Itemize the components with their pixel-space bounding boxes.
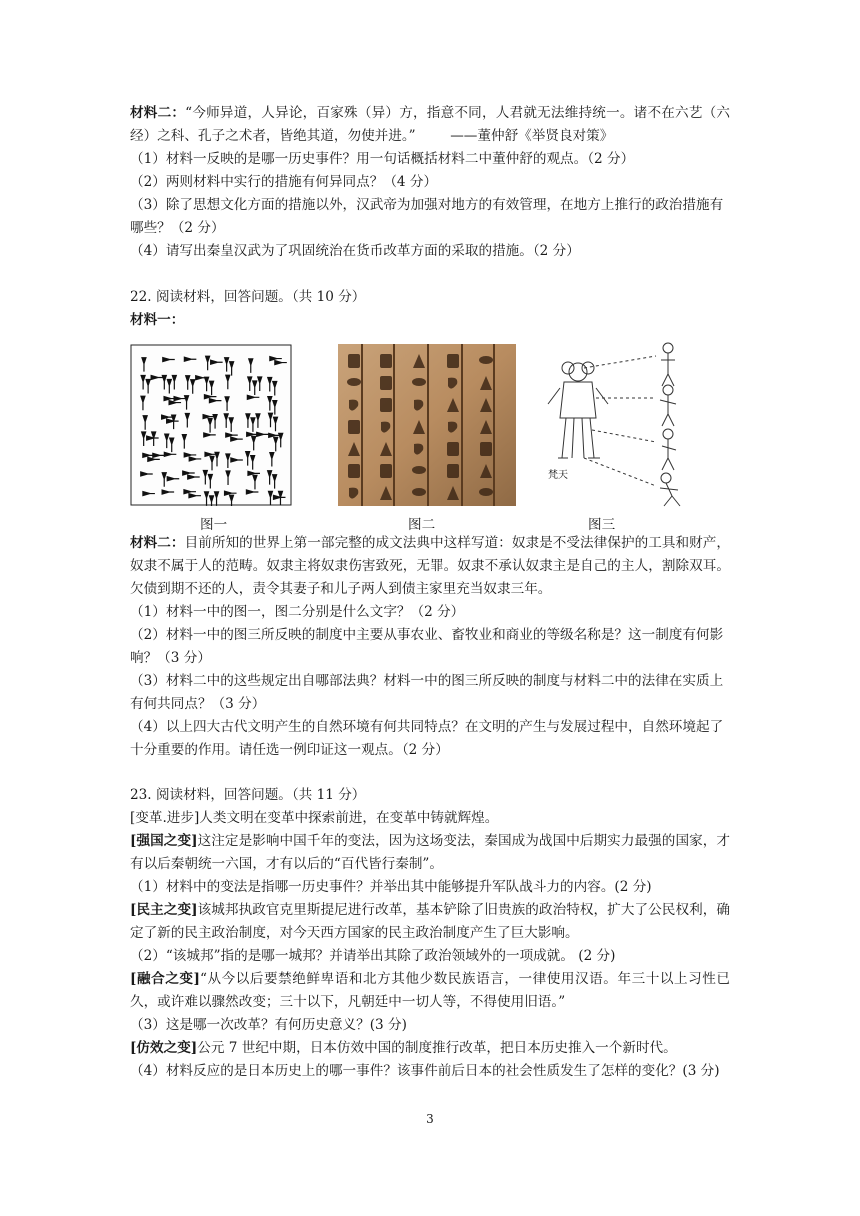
section-23-material-2-label: [民主之变]	[130, 902, 198, 918]
question-22-2: （2）材料一中的图三所反映的制度中主要从事农业、畜牧业和商业的等级名称是？这一制度有何影响？（3 分）	[130, 627, 724, 666]
hieroglyph-mark	[412, 378, 426, 386]
section-23	[130, 784, 730, 1083]
section-23-material-3-text: “从今以后要禁绝鲜卑语和北方其他少数民族语言，一律使用汉语。年三十以上习性已久，或许难以骤然改变；三十以下，凡朝廷中一切人等，不得使用旧语。”	[130, 971, 730, 1010]
material-2-source: ——董仲舒《举贤良对策》	[450, 128, 614, 144]
hieroglyph-mark	[348, 420, 360, 434]
material-2-label: 材料二：	[130, 105, 186, 121]
question-22-4: （4）以上四大古代文明产生的自然环境有何共同特点？在文明的产生与发展过程中，自然环境起了十分重要的作用。请任选一例印证这一观点。（2 分）	[130, 719, 724, 758]
hieroglyph-mark	[380, 354, 392, 368]
section-23-material-1-text: 这注定是影响中国千年的变法，因为这场变法，秦国成为战国中后期实力最强的国家，才有以后秦朝统一六国，才有以后的“百代皆行秦制”。	[130, 833, 730, 872]
hieroglyph-mark	[380, 464, 392, 478]
section-22-header	[130, 286, 730, 332]
brahma-label: 梵天	[548, 470, 568, 481]
hieroglyph-mark	[447, 354, 459, 368]
section-23-material-2	[130, 899, 730, 945]
question-22-3: （3）材料二中的这些规定出自哪部法典？材料一中的图三所反映的制度与材料二中的法律在实质上有何共同点？（3 分）	[130, 673, 724, 712]
figures-row	[130, 344, 690, 534]
section-22-material-2-text: 目前所知的世界上第一部完整的成文法典中这样写道：奴隶是不受法律保护的工具和财产，奴隶不属于人的范畴。奴隶主将奴隶伤害致死，无罪。奴隶不承认奴隶主是自己的主人，割除双耳。欠债到期不还的人，责令其妻子和儿子两人到债主家里充当奴隶三年。	[130, 535, 731, 597]
hieroglyph-mark	[380, 376, 392, 390]
hieroglyph-mark	[479, 356, 493, 364]
question-23-2: （2）“该城邦”指的是哪一城邦？并请举出其除了政治领域外的一项成就。 (2 分)	[130, 948, 616, 964]
section-23-material-1-label: [强国之变]	[130, 833, 198, 849]
figure-2-hieroglyphs	[338, 344, 516, 510]
hieroglyph-mark	[447, 442, 459, 456]
figure-3-caption: 图三	[588, 517, 616, 533]
hieroglyph-mark	[380, 398, 392, 412]
section-23-material-3	[130, 968, 730, 1014]
section-23-material-4-label: [仿效之变]	[130, 1040, 198, 1056]
page-number: 3	[426, 1112, 434, 1126]
hieroglyph-mark	[348, 464, 360, 478]
section-23-material-4-text: 公元 7 世纪中期，日本仿效中国的制度推行改革，把日本历史推入一个新时代。	[197, 1040, 677, 1056]
hieroglyph-mark	[347, 378, 361, 386]
question-23-1: （1）材料中的变法是指哪一历史事件？并举出其中能够提升军队战斗力的内容。(2 分)	[130, 879, 652, 895]
section-21	[130, 102, 730, 263]
section-23-intro: [变革.进步]人类文明在变革中探索前进，在变革中铸就辉煌。	[130, 810, 499, 826]
question-23-4: （4）材料反应的是日本历史上的哪一事件？该事件前后日本的社会性质发生了怎样的变化？(3 分)	[130, 1063, 720, 1079]
figure-3-varna-diagram	[544, 338, 690, 514]
question-23-heading: 23. 阅读材料，回答问题。（共 11 分）	[130, 787, 366, 803]
section-23-material-4	[130, 1037, 730, 1060]
hieroglyph-image	[338, 344, 516, 506]
material-2-text: “今师异道，人异论，百家殊（异）方，指意不同，人君就无法维持统一。诸不在六艺（六经）之科、孔子之术者，皆绝其道，勿使并进。”	[130, 105, 730, 144]
figure-1-caption: 图一	[200, 517, 228, 533]
question-21-3: （3）除了思想文化方面的措施以外，汉武帝为加强对地方的有效管理，在地方上推行的政治措施有哪些？（2 分）	[130, 197, 724, 236]
brahma-varna-drawing	[544, 338, 690, 510]
question-22-heading: 22. 阅读材料，回答问题。（共 10 分）	[130, 289, 366, 305]
section-22-material-2	[130, 532, 730, 601]
hieroglyph-mark	[480, 442, 492, 456]
hieroglyph-mark	[412, 466, 426, 474]
section-22-material-1-label: 材料一：	[130, 312, 185, 328]
section-23-material-2-text: 该城邦执政官克里斯提尼进行改革，基本铲除了旧贵族的政治特权，扩大了公民权利，确定了新的民主政治制度，对今天西方国家的民主政治制度产生了巨大影响。	[130, 902, 730, 941]
hieroglyph-mark	[348, 354, 360, 368]
figure-2-caption: 图二	[408, 517, 436, 533]
hieroglyph-mark	[412, 488, 426, 496]
section-23-material-3-label: [融合之变]	[130, 971, 200, 987]
question-21-2: （2）两则材料中实行的措施有何异同点？（4 分）	[130, 174, 438, 190]
figure-1-cuneiform	[130, 344, 292, 510]
section-22-body	[130, 532, 730, 762]
hieroglyph-mark	[479, 488, 493, 496]
question-23-3: （3）这是哪一次改革？有何历史意义？(3 分)	[130, 1017, 407, 1033]
cuneiform-image	[130, 344, 292, 506]
question-22-1: （1）材料一中的图一，图二分别是什么文字？（2 分）	[130, 604, 465, 620]
material-2-paragraph	[130, 102, 730, 148]
question-21-4: （4）请写出秦皇汉武为了巩固统治在货币改革方面的采取的措施。（2 分）	[130, 243, 580, 259]
section-23-material-1	[130, 830, 730, 876]
section-22-material-2-label: 材料二：	[130, 535, 185, 551]
question-21-1: （1）材料一反映的是哪一历史事件？用一句话概括材料二中董仲舒的观点。（2 分）	[130, 151, 635, 167]
hieroglyph-mark	[447, 464, 459, 478]
